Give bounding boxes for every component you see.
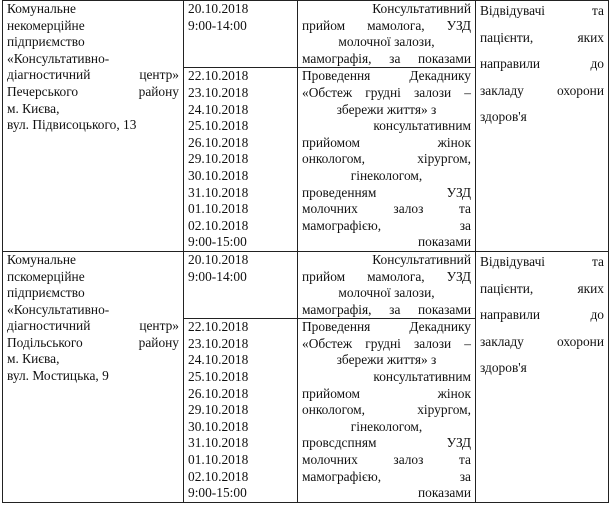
organization-line: Подільського району [7,334,179,350]
service-line: мамографія, за показами [302,301,471,317]
time-line: 9:00-15:00 [188,485,247,501]
organization-line: вул. Мостицька, 9 [7,368,109,384]
service-line: консультативним [373,369,471,385]
service-line: Проведення Декаднику [302,319,471,335]
organization-line: вул. Підвисоцького, 13 [7,117,137,133]
date-cell [184,251,298,318]
date-cell [184,1,298,68]
date-line: 30.10.2018 [188,418,249,434]
organization-line: Комунальне [7,1,76,16]
service-line: молочних залоз та [302,452,471,468]
service-line: прийомом жінок [302,385,471,401]
organization-line: діагностичний центр» [7,67,179,83]
date-cell [184,68,298,252]
service-line: «Обстеж грудні залози – [302,84,471,100]
service-cell [298,1,476,68]
time-line: 9:00-15:00 [188,234,247,250]
date-line: 01.10.2018 [188,201,249,217]
organization-line: «Консультативно- [7,50,110,66]
audience-line: здоров'я [480,360,527,376]
service-line: мамографією, за [302,217,471,233]
organization-line: Печерського району [7,83,179,99]
date-line: 20.10.2018 [188,251,249,267]
service-line: гінекологом, [350,167,423,183]
service-line: онкологом, хірургом, [302,402,471,418]
service-line: молочної залози, [338,34,435,50]
service-line: показами [418,485,471,501]
organization-line: діагностичний центр» [7,318,179,334]
service-line: прийом мамолога, УЗД [302,17,471,33]
time-line: 9:00-14:00 [188,17,247,33]
schedule-table [2,0,609,503]
service-line: Консультативний [372,251,471,267]
date-line: 02.10.2018 [188,217,249,233]
organization-line: підприємство [7,285,85,301]
audience-cell [476,1,609,252]
time-line: 9:00-14:00 [188,268,247,284]
organization-line: Комунальне [7,251,76,267]
audience-line: здоров'я [480,109,527,125]
audience-line: Відвідувачі та [480,253,604,269]
date-line: 22.10.2018 [188,319,249,335]
date-line: 31.10.2018 [188,184,249,200]
audience-line: пацієнти, яких [480,29,604,45]
service-line: провсдспням УЗД [302,435,471,451]
date-line: 24.10.2018 [188,352,249,368]
audience-line: направили до [480,307,604,323]
audience-line: пацієнти, яких [480,280,604,296]
audience-line: направили до [480,56,604,72]
service-line: «Обстеж грудні залози – [302,335,471,351]
date-cell [184,319,298,503]
organization-line: підприємство [7,34,85,50]
date-line: 26.10.2018 [188,134,249,150]
service-cell [298,251,476,318]
table-row [3,1,609,68]
audience-line: Відвідувачі та [480,3,604,18]
service-line: Проведення Декаднику [302,68,471,84]
service-line: прийомом жінок [302,134,471,150]
service-line: збережи життя» з [336,101,437,117]
organization-cell [3,1,184,252]
service-line: показами [418,234,471,250]
date-line: 01.10.2018 [188,452,249,468]
date-line: 23.10.2018 [188,335,249,351]
service-line: проведенням УЗД [302,184,471,200]
service-line: мамографією, за [302,468,471,484]
date-line: 30.10.2018 [188,167,249,183]
service-line: молочних залоз та [302,201,471,217]
date-line: 02.10.2018 [188,468,249,484]
table-row [3,251,609,318]
date-line: 25.10.2018 [188,369,249,385]
date-line: 31.10.2018 [188,435,249,451]
date-line: 24.10.2018 [188,101,249,117]
organization-line: м. Києва, [7,351,60,367]
organization-line: «Консультативно- [7,301,110,317]
date-line: 29.10.2018 [188,402,249,418]
date-line: 22.10.2018 [188,68,249,84]
organization-line: некомерційне [7,17,85,33]
date-line: 20.10.2018 [188,1,249,16]
organization-line: пскомерційне [7,268,85,284]
service-line: прийом мамолога, УЗД [302,268,471,284]
organization-cell [3,251,184,502]
date-line: 29.10.2018 [188,151,249,167]
service-line: онкологом, хірургом, [302,151,471,167]
audience-line: закладу охорони [480,333,604,349]
audience-cell [476,251,609,502]
service-line: мамографія, за показами [302,50,471,66]
service-line: молочної залози, [338,285,435,301]
service-line: збережи життя» з [336,352,437,368]
date-line: 25.10.2018 [188,118,249,134]
service-cell [298,319,476,503]
date-line: 23.10.2018 [188,84,249,100]
service-line: гінекологом, [350,418,423,434]
service-cell [298,68,476,252]
organization-line: м. Києва, [7,100,60,116]
date-line: 26.10.2018 [188,385,249,401]
audience-line: закладу охорони [480,82,604,98]
service-line: Консультативний [372,1,471,16]
service-line: консультативним [373,118,471,134]
